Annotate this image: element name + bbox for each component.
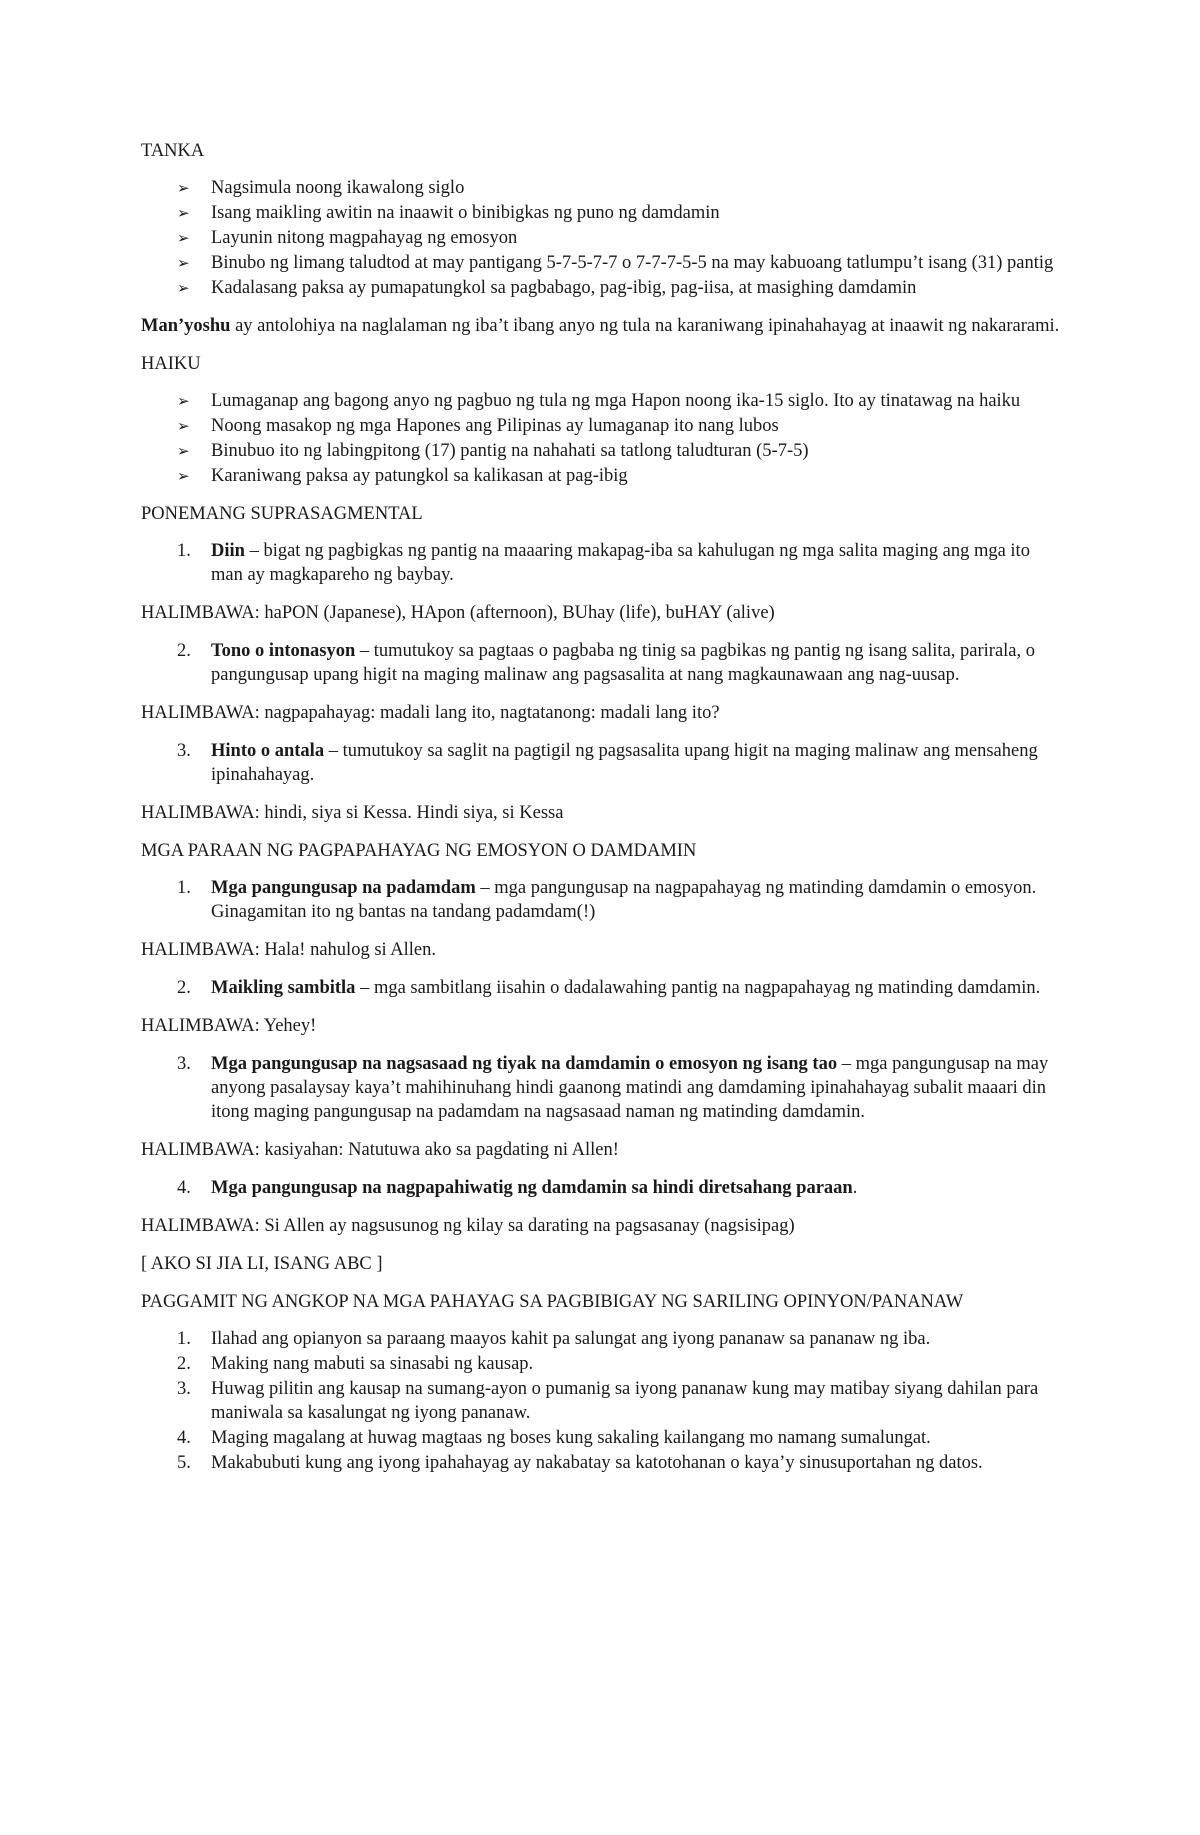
list-item: 1. Mga pangungusap na padamdam – mga pangungusap na nagpapahayag ng matinding damdamin o emosyon. Ginagamitan ito ng bantas na tandang padamdam(!) xyxy=(177,878,1037,922)
paraan-list-2 xyxy=(141,976,1061,1000)
term: Hinto o antala xyxy=(211,741,325,761)
term: Diin xyxy=(211,541,245,561)
paraan-list-4 xyxy=(141,1176,1061,1200)
ponema-list-1 xyxy=(141,539,1061,587)
list-item: ➢ Binubo ng limang taludtod at may pantigang 5-7-5-7-7 o 7-7-7-5-5 na may kabuoang tatlumpu’t isang (31) pantig xyxy=(177,253,1054,273)
paggamit-list xyxy=(141,1327,1061,1475)
haiku-heading: HAIKU xyxy=(141,354,201,374)
example-text: HALIMBAWA: nagpapahayag: madali lang ito, nagtatanong: madali lang ito? xyxy=(141,703,720,723)
example-text: HALIMBAWA: Yehey! xyxy=(141,1016,317,1036)
term: Mga pangungusap na nagsasaad ng tiyak na damdamin o emosyon ng isang tao xyxy=(211,1054,838,1074)
example-text: HALIMBAWA: hindi, siya si Kessa. Hindi siya, si Kessa xyxy=(141,803,564,823)
term: Maikling sambitla xyxy=(211,978,356,998)
bracket-note: [ AKO SI JIA LI, ISANG ABC ] xyxy=(141,1254,383,1274)
paggamit-heading: PAGGAMIT NG ANGKOP NA MGA PAHAYAG SA PAGBIBIGAY NG SARILING OPINYON/PANANAW xyxy=(141,1292,964,1312)
manyoshu-paragraph: Man’yoshu ay antolohiya na naglalaman ng iba’t ibang anyo ng tula na karaniwang ipinahahayag at inaawit ng nakararami. xyxy=(141,316,1060,336)
example-text: HALIMBAWA: Si Allen ay nagsusunog ng kilay sa darating na pagsasanay (nagsisipag) xyxy=(141,1216,795,1236)
list-item: ➢ Isang maikling awitin na inaawit o binibigkas ng puno ng damdamin xyxy=(177,203,720,223)
manyoshu-term: Man’yoshu xyxy=(141,316,231,336)
list-item: 4. Maging magalang at huwag magtaas ng boses kung sakaling kailangang mo namang sumalungat. xyxy=(177,1428,931,1448)
list-item: 3. Huwag pilitin ang kausap na sumang-ayon o pumanig sa iyong pananaw kung may matibay siyang dahilan para maniwala sa kasalungat ng iyong pananaw. xyxy=(177,1379,1039,1423)
list-item: 3. Hinto o antala – tumutukoy sa saglit na pagtigil ng pagsasalita upang higit na maging malinaw ang mensaheng ipinahahayag. xyxy=(177,741,1038,785)
list-item: 1. Diin – bigat ng pagbigkas ng pantig na maaaring makapag-iba sa kahulugan ng mga salita maging ang mga ito man ay magkapareho ng baybay. xyxy=(177,541,1030,585)
document-page xyxy=(141,139,1061,1489)
ponema-list-3 xyxy=(141,739,1061,787)
list-item: ➢ Kadalasang paksa ay pumapatungkol sa pagbabago, pag-ibig, pag-iisa, at masighing damdamin xyxy=(177,278,917,298)
arrow-bullet-icon: ➢ xyxy=(177,179,190,197)
arrow-bullet-icon: ➢ xyxy=(177,204,190,222)
list-item: 2. Tono o intonasyon – tumutukoy sa pagtaas o pagbaba ng tinig sa pagbikas ng pantig ng isang salita, parirala, o pangungusap upang higit na maging malinaw ang pagsasalita at nang magkaunawaan ang nag-uusap. xyxy=(177,641,1036,685)
arrow-bullet-icon: ➢ xyxy=(177,442,190,460)
arrow-bullet-icon: ➢ xyxy=(177,417,190,435)
example-text: HALIMBAWA: Hala! nahulog si Allen. xyxy=(141,940,436,960)
list-item: 1. Ilahad ang opianyon sa paraang maayos kahit pa salungat ang iyong pananaw sa pananaw ng iba. xyxy=(177,1329,931,1349)
ponema-heading: PONEMANG SUPRASAGMENTAL xyxy=(141,504,423,524)
term: Tono o intonasyon xyxy=(211,641,356,661)
example-text: HALIMBAWA: haPON (Japanese), HApon (afternoon), BUhay (life), buHAY (alive) xyxy=(141,603,775,623)
list-item: ➢ Layunin nitong magpahayag ng emosyon xyxy=(177,228,518,248)
paraan-list-1 xyxy=(141,876,1061,924)
list-item: 3. Mga pangungusap na nagsasaad ng tiyak na damdamin o emosyon ng isang tao – mga pangungusap na may anyong pasalaysay kaya’t mahihinuhang hindi gaanong matindi ang damdaming ipinahahayag subalit maaari din itong maging pangungusap na padamdam na nagsasaad naman ng matinding damdamin. xyxy=(177,1054,1049,1122)
tanka-list xyxy=(141,176,1061,300)
list-item: 2. Maikling sambitla – mga sambitlang iisahin o dadalawahing pantig na nagpapahayag ng matinding damdamin. xyxy=(177,978,1041,998)
paraan-list-3 xyxy=(141,1052,1061,1124)
arrow-bullet-icon: ➢ xyxy=(177,254,190,272)
paraan-heading: MGA PARAAN NG PAGPAPAHAYAG NG EMOSYON O DAMDAMIN xyxy=(141,841,697,861)
list-item: 5. Makabubuti kung ang iyong ipahahayag ay nakabatay sa katotohanan o kaya’y sinusuportahan ng datos. xyxy=(177,1453,983,1473)
tanka-heading: TANKA xyxy=(141,141,205,161)
ponema-list-2 xyxy=(141,639,1061,687)
arrow-bullet-icon: ➢ xyxy=(177,229,190,247)
list-item: ➢ Karaniwang paksa ay patungkol sa kalikasan at pag-ibig xyxy=(177,466,628,486)
list-item: ➢ Lumaganap ang bagong anyo ng pagbuo ng tula ng mga Hapon noong ika-15 siglo. Ito ay tinatawag na haiku xyxy=(177,391,1021,411)
list-item: ➢ Binubuo ito ng labingpitong (17) pantig na nahahati sa tatlong taludturan (5-7-5) xyxy=(177,441,809,461)
arrow-bullet-icon: ➢ xyxy=(177,279,190,297)
haiku-list xyxy=(141,389,1061,488)
arrow-bullet-icon: ➢ xyxy=(177,392,190,410)
example-text: HALIMBAWA: kasiyahan: Natutuwa ako sa pagdating ni Allen! xyxy=(141,1140,619,1160)
list-item: ➢ Noong masakop ng mga Hapones ang Pilipinas ay lumaganap ito nang lubos xyxy=(177,416,779,436)
arrow-bullet-icon: ➢ xyxy=(177,467,190,485)
list-item: 2. Making nang mabuti sa sinasabi ng kausap. xyxy=(177,1354,534,1374)
term: Mga pangungusap na padamdam xyxy=(211,878,476,898)
list-item: 4. Mga pangungusap na nagpapahiwatig ng damdamin sa hindi diretsahang paraan. xyxy=(177,1178,858,1198)
list-item: ➢ Nagsimula noong ikawalong siglo xyxy=(177,178,465,198)
term: Mga pangungusap na nagpapahiwatig ng damdamin sa hindi diretsahang paraan xyxy=(211,1178,853,1198)
